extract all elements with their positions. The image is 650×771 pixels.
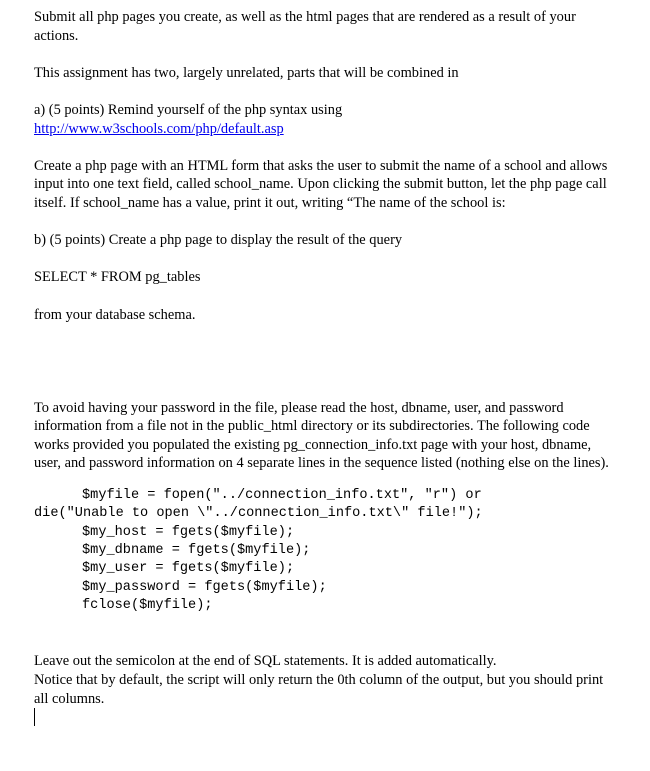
part-b-intro: b) (5 points) Create a php page to display the result of the query — [34, 232, 403, 249]
code-block — [34, 487, 614, 615]
code-line: $my_password = fgets($myfile); — [82, 579, 327, 595]
document-page — [34, 8, 614, 726]
part-a-text: a) (5 points) Remind yourself of the php syntax using — [34, 101, 343, 118]
text-cursor[interactable] — [34, 708, 35, 726]
code-line: die("Unable to open \"../connection_info.txt\" file!"); — [34, 506, 483, 522]
code-line: $myfile = fopen("../connection_info.txt", "r") or — [82, 488, 482, 504]
part-a-intro — [34, 101, 614, 138]
code-line: $my_host = fgets($myfile); — [82, 524, 295, 540]
columns-note: Notice that by default, the script will only return the 0th column of the output, but you should print all columns. — [34, 671, 604, 707]
from-schema-text: from your database schema. — [34, 306, 196, 323]
part-a-description: Create a php page with an HTML form that asks the user to submit the name of a school and allows input into one text field, called school_name. Upon clicking the submit button, let the php page call itself. If school_name has a value, print it out, writing “The name of the school is: — [34, 157, 608, 211]
assignment-overview: This assignment has two, largely unrelated, parts that will be combined in — [34, 64, 459, 81]
submit-instructions: Submit all php pages you create, as well as the html pages that are rendered as a result of your actions. — [34, 9, 576, 44]
password-instructions: To avoid having your password in the file, please read the host, dbname, user, and password information from a file not in the public_html directory or its subdirectories. The following code works provided you populated the existing pg_connection_info.txt page with your host, dbname, user, and password information on 4 separate lines in the sequence listed (nothing else on the lines). — [34, 399, 609, 472]
w3schools-link[interactable]: http://www.w3schools.com/php/default.asp — [34, 120, 284, 137]
code-line: $my_user = fgets($myfile); — [82, 561, 295, 577]
sql-semicolon-note: Leave out the semicolon at the end of SQL statements. It is added automatically. — [34, 653, 497, 670]
code-line: $my_dbname = fgets($myfile); — [82, 542, 311, 558]
code-line: fclose($myfile); — [82, 597, 213, 613]
sql-query: SELECT * FROM pg_tables — [34, 269, 201, 286]
